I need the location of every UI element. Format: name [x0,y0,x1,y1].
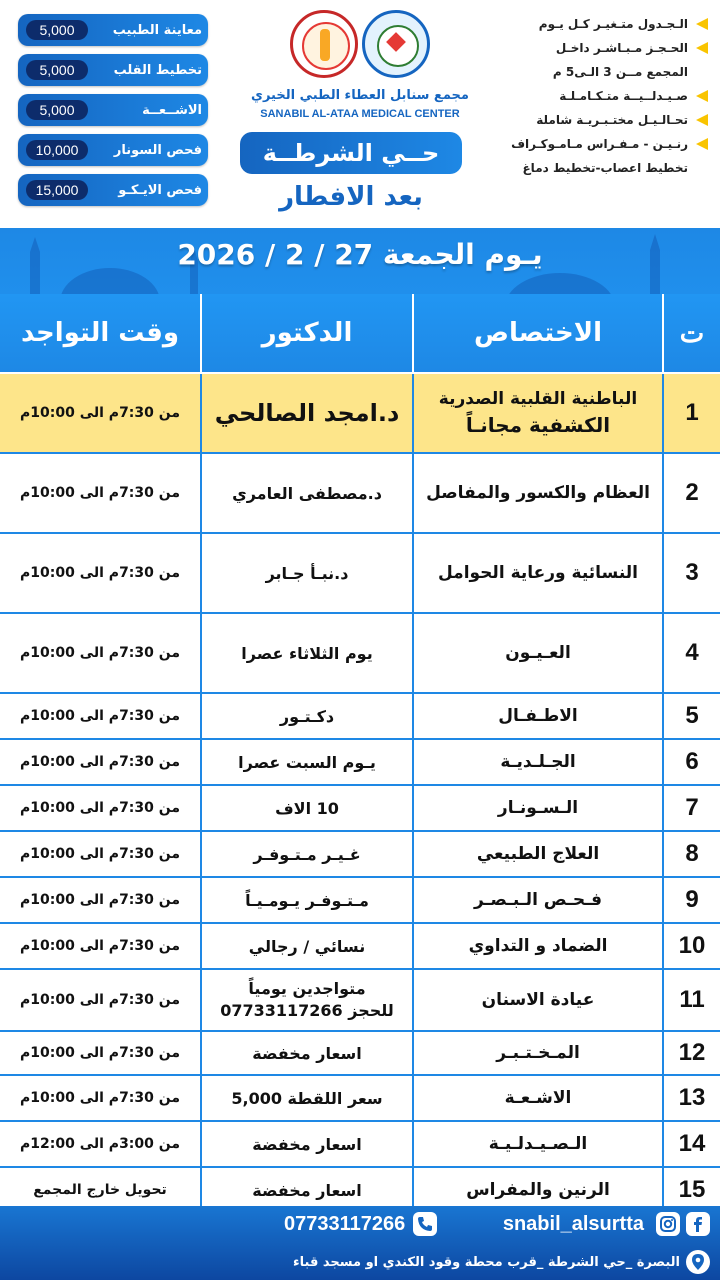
price-item-echo [18,174,208,206]
table-row [0,740,720,786]
price-value: 5,000 [26,60,88,80]
row-time: من 3:00م الى 12:00م [19,1136,181,1152]
row-time: من 7:30م الى 10:00م [19,645,181,661]
header [0,0,720,228]
address [293,1250,710,1274]
row-num: 9 [662,878,720,922]
row-doctor: دكـتـور [200,694,412,738]
row-doctor: اسعار مخفضة [200,1168,412,1212]
address-text: البصرة _حي الشرطة _قرب محطة وقود الكندي او مسجد قباء [293,1254,680,1270]
row-num: 13 [662,1076,720,1120]
row-num: 7 [662,786,720,830]
note-text: تخطيط اعصاب-تخطيط دماغ [522,161,688,175]
price-item-doctor [18,14,208,46]
price-label: تخطيط القلب [113,62,202,78]
row-time: من 7:30م الى 10:00م [19,938,181,954]
triangle-bullet-icon [696,90,708,102]
row-time: من 7:30م الى 10:00م [19,892,181,908]
table-row [0,924,720,970]
row-specialty: العلاج الطبيعي [412,832,662,876]
row-time: من 7:30م الى 10:00م [19,992,181,1008]
row-num: 1 [662,374,720,452]
price-value: 10,000 [26,140,88,160]
table-row [0,454,720,534]
row-doctor [200,970,412,1030]
row-time: تحويل خارج المجمع [33,1182,167,1198]
table-header-row [0,294,720,374]
price-item-xray [18,94,208,126]
row-specialty: الـصـيـدلـيـة [412,1122,662,1166]
row-specialty: النسائية ورعاية الحوامل [412,534,662,612]
table-row [0,832,720,878]
row-time: من 7:30م الى 10:00م [19,565,181,581]
triangle-bullet-icon [696,42,708,54]
logos [286,10,436,90]
row-doctor: اسعار مخفضة [200,1122,412,1166]
row-time: من 7:30م الى 10:00م [19,1045,181,1061]
free-consultation-text: الكشفية مجانـاً [465,413,611,437]
row-specialty: الضماد و التداوي [412,924,662,968]
table-row [0,970,720,1032]
row-specialty [412,374,662,452]
note-text: صـيـدلــيــة متـكـامـلـة [559,89,688,103]
social-contact[interactable] [503,1212,710,1236]
timing-label: بعد الافطار [279,182,423,212]
medical-association-logo [290,10,358,78]
triangle-bullet-icon [696,138,708,150]
row-doctor: نسائي / رجالي [200,924,412,968]
note-item [480,156,708,180]
note-item [480,36,708,60]
triangle-bullet-icon [696,114,708,126]
price-label: فحص السونار [113,142,202,158]
row-specialty: فـحـص الـبـصـر [412,878,662,922]
specialty-text: الباطنية القلبية الصدرية [438,389,638,409]
row-specialty: الـسـونـار [412,786,662,830]
row-num: 8 [662,832,720,876]
phone-number[interactable]: 07733117266 [284,1212,406,1235]
center-name-arabic: مجمع سنابل العطاء الطبي الخيري [251,88,469,103]
table-row [0,374,720,454]
row-num: 11 [662,970,720,1030]
row-doctor: مـتـوفـر يـومـيـاً [200,878,412,922]
row-doctor: د.امجد الصالحي [200,374,412,452]
price-list [18,14,208,214]
row-time: من 7:30م الى 10:00م [19,708,181,724]
row-doctor: يوم الثلاثاء عصرا [200,614,412,692]
schedule-table [0,294,720,1214]
table-row [0,878,720,924]
row-specialty: عيادة الاسنان [412,970,662,1030]
facebook-icon[interactable] [686,1212,710,1236]
row-time: من 7:30م الى 10:00م [19,1090,181,1106]
doctor-text: متواجدين يومياً [248,979,366,999]
row-num: 6 [662,740,720,784]
price-value: 5,000 [26,100,88,120]
header-specialty: الاختصاص [412,294,662,372]
header-doctor: الدكتور [200,294,412,372]
row-time: من 7:30م الى 10:00م [19,800,181,816]
row-num: 12 [662,1032,720,1074]
notes-list [480,12,708,180]
row-num: 10 [662,924,720,968]
price-item-ecg [18,54,208,86]
row-num: 5 [662,694,720,738]
date-title: يـوم الجمعة 27 / 2 / 2026 [177,238,543,271]
price-value: 5,000 [26,20,88,40]
table-row [0,1076,720,1122]
row-specialty: الاطـفـال [412,694,662,738]
row-time: من 7:30م الى 10:00م [19,405,181,421]
row-num: 3 [662,534,720,612]
center-name-english: SANABIL AL-ATAA MEDICAL CENTER [260,108,460,120]
row-doctor: سعر اللقطة 5,000 [200,1076,412,1120]
footer [0,1206,720,1280]
table-row [0,1122,720,1168]
row-specialty: الجـلـديـة [412,740,662,784]
row-num: 14 [662,1122,720,1166]
note-text: رنـيـن - مـفـراس مـامـوكـراف [511,137,688,151]
row-specialty: الرنين والمفراس [412,1168,662,1212]
price-label: معاينة الطبيب [112,22,202,38]
row-time: من 7:30م الى 10:00م [19,846,181,862]
row-specialty: المـخـتـبـر [412,1032,662,1074]
price-label: الاشــعــة [142,102,202,118]
note-item [480,108,708,132]
header-num: ت [662,294,720,372]
price-value: 15,000 [26,180,88,200]
note-item [480,60,708,84]
booking-phone-text: للحجز 07733117266 [220,1001,394,1020]
row-doctor: 10 الاف [200,786,412,830]
row-num: 2 [662,454,720,532]
row-num: 4 [662,614,720,692]
row-doctor: يـوم السبت عصرا [200,740,412,784]
sanabil-center-logo [362,10,430,78]
phone-contact[interactable] [284,1212,437,1236]
note-item [480,132,708,156]
note-text: الـجـدول متـغيـر كـل يـوم [538,17,688,31]
instagram-icon[interactable] [656,1212,680,1236]
row-specialty: العظام والكسور والمفاصل [412,454,662,532]
location-pin-icon [686,1250,710,1274]
row-time: من 7:30م الى 10:00م [19,754,181,770]
row-specialty: العـيـون [412,614,662,692]
row-num: 15 [662,1168,720,1212]
note-text: تحـالـيـل مختـبـريـة شاملة [536,113,688,127]
price-label: فحص الايـكـو [118,182,202,198]
note-text: الحـجـز مـبـاشـر داخـل [555,41,688,55]
row-doctor: غـيـر مـتـوفـر [200,832,412,876]
note-item [480,84,708,108]
row-time: من 7:30م الى 10:00م [19,485,181,501]
table-row [0,614,720,694]
triangle-bullet-icon [696,18,708,30]
phone-icon [413,1212,437,1236]
social-handle[interactable]: snabil_alsurtta [502,1212,644,1235]
note-text: المجمع مــن 3 الـى5 م [552,65,688,79]
table-row [0,534,720,614]
row-doctor: د.مصطفى العامري [200,454,412,532]
table-row [0,1032,720,1076]
table-row [0,786,720,832]
table-row [0,694,720,740]
row-specialty: الاشـعـة [412,1076,662,1120]
header-time: وقت التواجد [20,318,180,348]
district-badge: حــي الشرطــة [240,132,462,174]
price-item-sonar [18,134,208,166]
note-item [480,12,708,36]
row-doctor: د.نبـأ جـابر [200,534,412,612]
row-doctor: اسعار مخفضة [200,1032,412,1074]
